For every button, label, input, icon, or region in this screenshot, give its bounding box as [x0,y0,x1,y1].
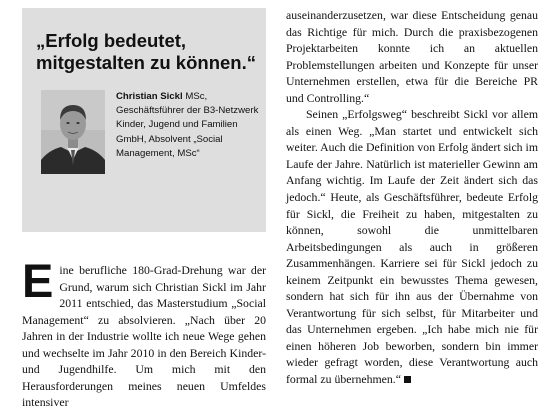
portrait-photo [41,90,105,174]
quote-headline: „Erfolg bedeutet, mitgestalten zu können.“ [36,30,256,73]
article-paragraph-3-text: Seinen „Erfolgsweg“ beschreibt Sickl vor allem als einen Weg. „Man startet und entwickelt sich weiter. Auch die Definition von Erfolg ändert sich im Laufe der Jahre. Natürlich ist materieller Gewinn am Anfang wichtig. Im Laufe der Zeit ändert sich das jedoch.“ Heute, als Geschäftsführer, bedeute Erfolg für Sickl, die Freiheit zu haben, mitgestalten zu können, sowohl die unmittelbaren Arbeitsbedingungen als auch in größeren Zusammenhängen. Karriere sei für Sickl jedoch zu keinem Zeitpunkt ein bewusstes Thema gewesen, sondern hat sich für ihn aus der Übernahme von Verantwortung für sich selbst, für Mitarbeiter und das Unternehmen ergeben. „Ich habe mich nie für einen höheren Job beworben, sondern bin immer wieder gefragt worden, diese Verantwortung auch formal zu übernehmen.“ [286,107,538,387]
article-paragraph-3 [286,106,538,387]
article-paragraph-2: auseinanderzusetzen, war diese Entscheidung genau das Richtige für mich. Durch die praxisbezogenen Projektarbeiten konnte ich an aktuellen Problemstellungen arbeiten und Konzepte für unser Unternehmen erstellen, etwa für die Bereiche PR und Controlling.“ [286,8,538,105]
bio-text: MSc, Geschäftsführer der B3-Netzwerk Kinder, Jugend und Familien GmbH, Absolvent „Social Management, MSc“ [116,91,259,159]
bio-caption [116,90,264,161]
portrait-illustration [41,90,105,174]
article-column-right [286,7,538,388]
bio-name: Christian Sickl [116,91,183,102]
drop-cap: E [22,254,54,307]
article-column-left [22,254,266,411]
end-of-article-square-icon [404,376,411,383]
article-paragraph-1: ine berufliche 180-Grad-Drehung war der Grund, warum sich Christian Sickl im Jahr 2011 entschied, das Masterstudium „Social Management“ zu absolvieren. „Nach über 20 Jahren in der Industrie wollte ich neue Wege gehen und wechselte im Jahr 2010 in den Bereich Kinder- und Jugendhilfe. Um mich mit den Herausforderungen meines neuen Umfeldes intensiver [22,263,266,410]
quote-box [22,8,266,232]
